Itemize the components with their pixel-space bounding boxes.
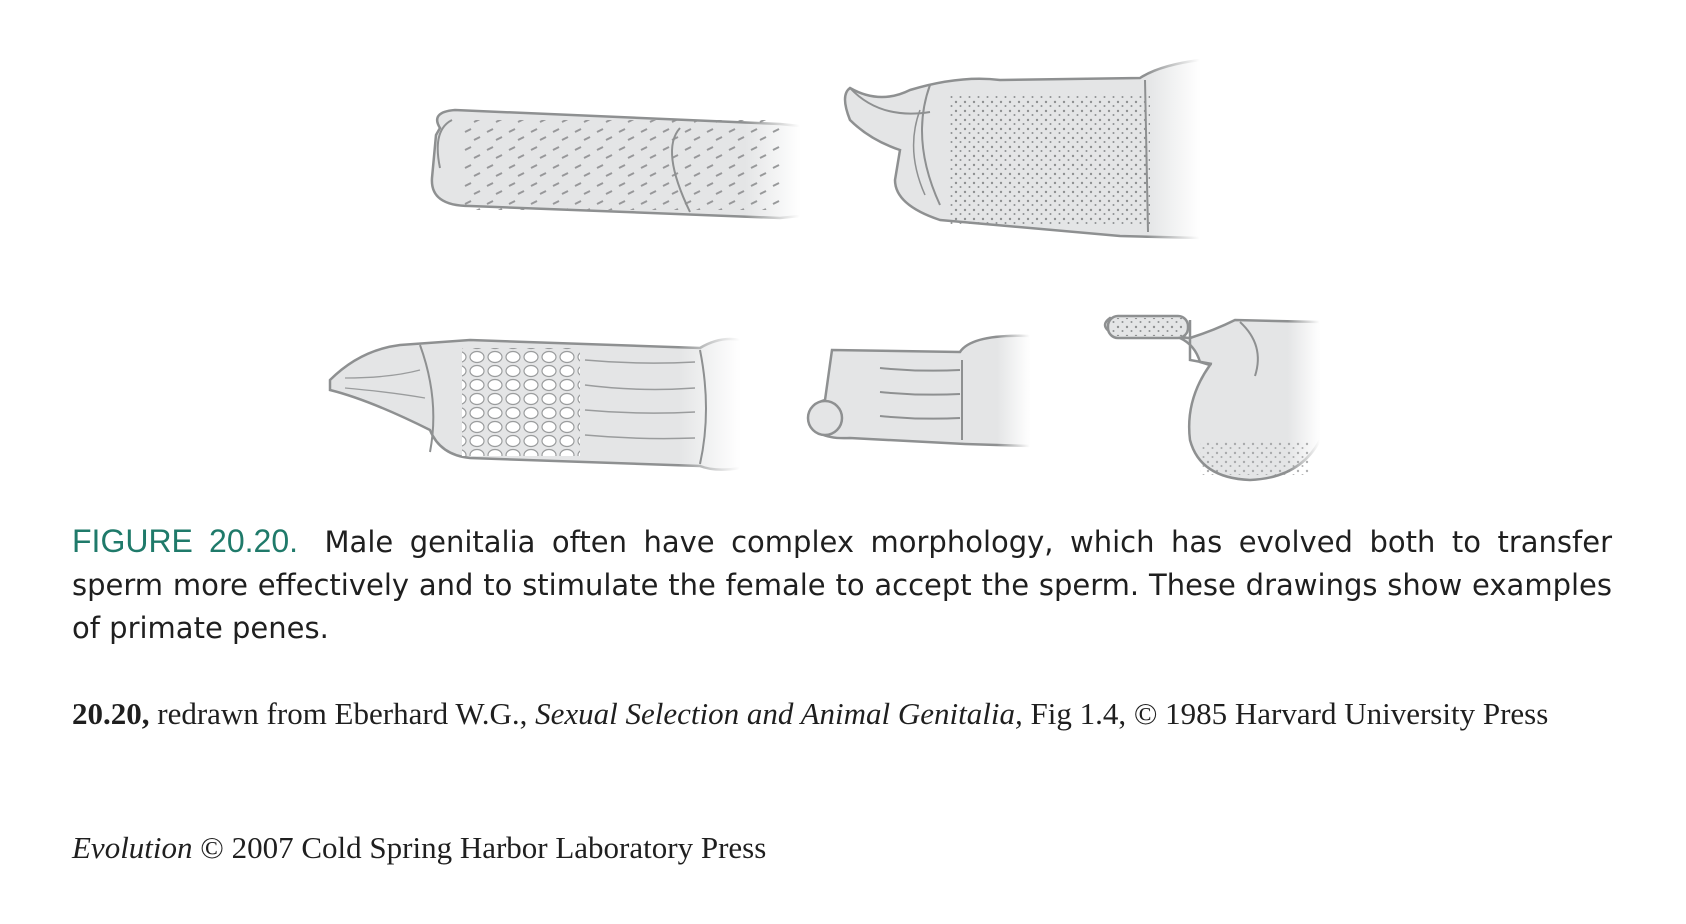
figure-credit [72,692,1612,736]
caption-text: Male genitalia often have complex morphology, which has evolved both to transfer sperm more effectively and to stimulate the female to accept the sperm. These drawings show examples of primate penes. [72,525,1612,645]
credit-number: 20.20, [72,696,150,731]
copyright-text: © 2007 Cold Spring Harbor Laboratory Press [200,830,767,865]
figure-caption [72,520,1612,650]
specimen-3 [330,339,740,470]
credit-suffix: Fig 1.4, © 1985 Harvard University Press [1030,696,1549,731]
figure-label: FIGURE 20.20. [72,523,299,559]
copyright-line [72,826,766,870]
specimen-2 [845,60,1200,238]
specimen-5 [1105,316,1320,480]
specimen-1 [432,110,800,218]
credit-title: Sexual Selection and Animal Genitalia, [535,696,1023,731]
credit-prefix: redrawn from Eberhard W.G., [157,696,528,731]
specimen-4 [808,336,1030,446]
book-title: Evolution [72,830,193,865]
